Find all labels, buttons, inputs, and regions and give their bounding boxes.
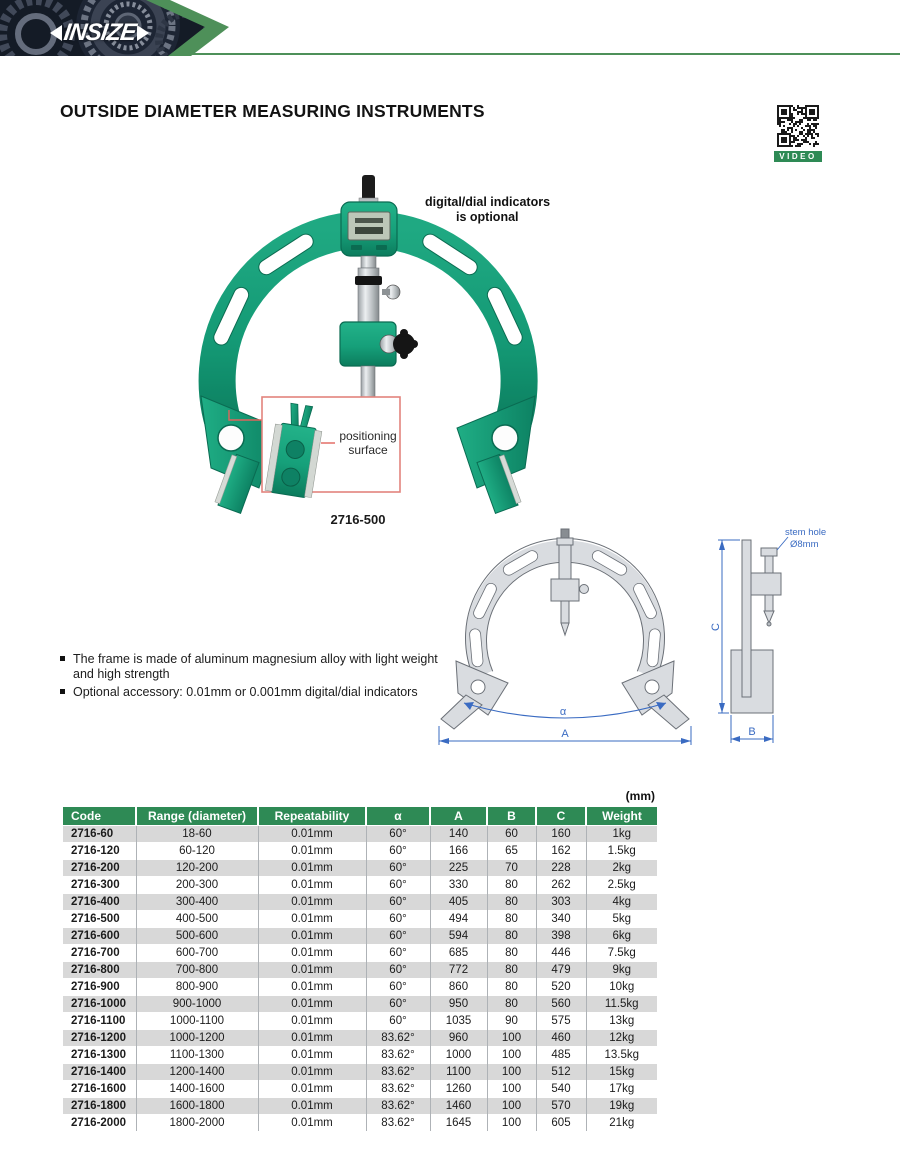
table-cell: 80 [487,893,536,910]
table-cell: 570 [536,1097,586,1114]
table-cell: 140 [430,825,487,842]
table-cell: 65 [487,842,536,859]
table-cell: 950 [430,995,487,1012]
table-row [63,1114,657,1131]
table-cell: 80 [487,910,536,927]
feature-item [60,652,460,682]
feature-item [60,685,460,700]
table-cell: 60° [366,910,430,927]
qr-code-svg [774,102,822,150]
table-cell: 83.62° [366,1046,430,1063]
table-cell: 100 [487,1114,536,1131]
table-cell: 900-1000 [136,995,258,1012]
table-cell: 60° [366,961,430,978]
table-cell: 11.5kg [586,995,657,1012]
side-view [731,540,781,713]
table-cell: 120-200 [136,859,258,876]
logo-left-arrow-icon [50,25,62,41]
table-cell: 200-300 [136,876,258,893]
table-row [63,1046,657,1063]
table-cell: 0.01mm [258,1097,366,1114]
header-rule [192,53,900,55]
table-cell: 60° [366,944,430,961]
table-cell: 21kg [586,1114,657,1131]
table-cell: 400-500 [136,910,258,927]
column-header: Range (diameter) [136,807,258,825]
surface-note-line1: positioning [339,429,397,443]
table-cell: 398 [536,927,586,944]
table-cell: 2716-1200 [63,1029,136,1046]
column-header: Weight [586,807,657,825]
table-cell: 1000 [430,1046,487,1063]
column-header: α [366,807,430,825]
table-cell: 0.01mm [258,1063,366,1080]
table-cell: 494 [430,910,487,927]
table-cell: 1000-1100 [136,1012,258,1029]
table-cell: 19kg [586,1097,657,1114]
table-cell: 0.01mm [258,961,366,978]
table-row [63,995,657,1012]
table-cell: 2.5kg [586,876,657,893]
table-cell: 2716-200 [63,859,136,876]
table-cell: 2716-1000 [63,995,136,1012]
product-photo [183,170,567,520]
bullet-square-icon [60,689,65,694]
table-cell: 83.62° [366,1114,430,1131]
table-cell: 0.01mm [258,1080,366,1097]
table-cell: 300-400 [136,893,258,910]
table-cell: 1035 [430,1012,487,1029]
table-cell: 2716-1300 [63,1046,136,1063]
stem-hole-label-line1: stem hole [785,527,827,538]
table-cell: 2716-300 [63,876,136,893]
table-cell: 0.01mm [258,1046,366,1063]
table-cell: 83.62° [366,1080,430,1097]
table-cell: 0.01mm [258,944,366,961]
table-cell: 0.01mm [258,1114,366,1131]
table-cell: 1400-1600 [136,1080,258,1097]
table-cell: 2716-800 [63,961,136,978]
table-row [63,1080,657,1097]
table-row [63,876,657,893]
dim-c-label: C [710,623,722,631]
table-cell: 2716-700 [63,944,136,961]
table-cell: 70 [487,859,536,876]
table-cell: 60° [366,842,430,859]
table-cell: 330 [430,876,487,893]
table-cell: 1200-1400 [136,1063,258,1080]
table-cell: 100 [487,1029,536,1046]
indicator-note-line2: is optional [456,210,519,224]
table-cell: 100 [487,1046,536,1063]
table-row [63,1097,657,1114]
table-row [63,1063,657,1080]
table-cell: 0.01mm [258,927,366,944]
table-row [63,910,657,927]
table-cell: 225 [430,859,487,876]
table-cell: 2kg [586,859,657,876]
table-cell: 2716-600 [63,927,136,944]
table-cell: 80 [487,944,536,961]
table-row [63,1012,657,1029]
table-cell: 13.5kg [586,1046,657,1063]
table-cell: 160 [536,825,586,842]
dim-a-label: A [561,728,569,740]
table-cell: 80 [487,961,536,978]
table-cell: 685 [430,944,487,961]
column-header: A [430,807,487,825]
table-cell: 60 [487,825,536,842]
stem-hole-leader [777,537,788,550]
table-cell: 100 [487,1063,536,1080]
table-cell: 2716-120 [63,842,136,859]
dim-alpha-label: α [559,706,567,718]
table-cell: 0.01mm [258,876,366,893]
table-cell: 80 [487,876,536,893]
table-cell: 772 [430,961,487,978]
video-badge: VIDEO [774,151,822,162]
table-cell: 460 [536,1029,586,1046]
table-cell: 83.62° [366,1029,430,1046]
table-cell: 512 [536,1063,586,1080]
table-cell: 83.62° [366,1097,430,1114]
table-cell: 800-900 [136,978,258,995]
logo-right-arrow-icon [137,25,149,41]
table-row [63,944,657,961]
page-title: OUTSIDE DIAMETER MEASURING INSTRUMENTS [60,101,485,121]
table-cell: 960 [430,1029,487,1046]
model-number: 2716-500 [330,512,386,527]
column-header: C [536,807,586,825]
table-cell: 1260 [430,1080,487,1097]
table-cell: 1kg [586,825,657,842]
qr-code [774,102,822,150]
table-cell: 60° [366,1012,430,1029]
table-cell: 2716-1400 [63,1063,136,1080]
table-cell: 1600-1800 [136,1097,258,1114]
table-row [63,1029,657,1046]
table-cell: 83.62° [366,1063,430,1080]
table-cell: 9kg [586,961,657,978]
table-cell: 1000-1200 [136,1029,258,1046]
qr-block [774,102,822,162]
table-cell: 60° [366,927,430,944]
table-cell: 1800-2000 [136,1114,258,1131]
table-cell: 2716-1800 [63,1097,136,1114]
table-cell: 166 [430,842,487,859]
page-header [0,0,900,58]
chevron-shape [146,0,229,56]
table-cell: 446 [536,944,586,961]
table-cell: 560 [536,995,586,1012]
table-cell: 228 [536,859,586,876]
table-cell: 600-700 [136,944,258,961]
table-cell: 605 [536,1114,586,1131]
table-cell: 594 [430,927,487,944]
column-header: B [487,807,536,825]
table-cell: 2716-900 [63,978,136,995]
table-row [63,859,657,876]
table-cell: 60-120 [136,842,258,859]
table-cell: 7.5kg [586,944,657,961]
table-cell: 10kg [586,978,657,995]
table-cell: 860 [430,978,487,995]
table-cell: 162 [536,842,586,859]
table-cell: 60° [366,893,430,910]
table-cell: 0.01mm [258,1029,366,1046]
table-cell: 0.01mm [258,995,366,1012]
logo-text: INSIZE [62,19,138,46]
table-cell: 479 [536,961,586,978]
table-cell: 2716-60 [63,825,136,842]
table-row [63,961,657,978]
table-cell: 0.01mm [258,825,366,842]
table-cell: 340 [536,910,586,927]
table-cell: 60° [366,825,430,842]
dim-b-label: B [748,726,756,738]
table-cell: 80 [487,927,536,944]
table-cell: 2716-400 [63,893,136,910]
table-cell: 18-60 [136,825,258,842]
table-cell: 1100 [430,1063,487,1080]
stem-hole-label-line2: Ø8mm [790,539,819,550]
table-cell: 2716-2000 [63,1114,136,1131]
table-cell: 60° [366,978,430,995]
table-cell: 500-600 [136,927,258,944]
table-cell: 540 [536,1080,586,1097]
table-row [63,893,657,910]
table-row [63,842,657,859]
table-cell: 100 [487,1097,536,1114]
table-cell: 0.01mm [258,910,366,927]
table-cell: 575 [536,1012,586,1029]
table-cell: 303 [536,893,586,910]
table-cell: 520 [536,978,586,995]
feature-text: The frame is made of aluminum magnesium alloy with light weight and high strength [73,652,438,681]
table-cell: 15kg [586,1063,657,1080]
table-cell: 17kg [586,1080,657,1097]
column-header: Repeatability [258,807,366,825]
table-row [63,825,657,842]
spec-table-body [63,825,657,1131]
bullet-square-icon [60,656,65,661]
table-cell: 1460 [430,1097,487,1114]
table-cell: 405 [430,893,487,910]
positioning-surface-inset [262,397,400,499]
table-cell: 1645 [430,1114,487,1131]
spec-table [63,807,657,1131]
indicator-note-line1: digital/dial indicators [425,195,551,209]
table-cell: 6kg [586,927,657,944]
table-cell: 1.5kg [586,842,657,859]
feature-text: Optional accessory: 0.01mm or 0.001mm digital/dial indicators [73,684,418,699]
table-cell: 5kg [586,910,657,927]
table-cell: 2716-500 [63,910,136,927]
table-cell: 4kg [586,893,657,910]
table-cell: 60° [366,876,430,893]
table-cell: 2716-1100 [63,1012,136,1029]
table-cell: 0.01mm [258,893,366,910]
table-cell: 0.01mm [258,859,366,876]
spec-table-header-row [63,807,657,825]
table-cell: 90 [487,1012,536,1029]
table-cell: 0.01mm [258,842,366,859]
table-cell: 700-800 [136,961,258,978]
table-cell: 80 [487,978,536,995]
table-cell: 262 [536,876,586,893]
column-header: Code [63,807,136,825]
right-foot [457,396,535,513]
brand-logo [50,19,149,47]
table-cell: 2716-1600 [63,1080,136,1097]
table-cell: 1100-1300 [136,1046,258,1063]
table-row [63,927,657,944]
table-cell: 12kg [586,1029,657,1046]
technical-drawing [428,523,852,761]
table-cell: 0.01mm [258,1012,366,1029]
feature-list [60,652,460,702]
table-cell: 100 [487,1080,536,1097]
table-cell: 80 [487,995,536,1012]
table-cell: 13kg [586,1012,657,1029]
table-row [63,978,657,995]
table-cell: 60° [366,995,430,1012]
table-cell: 485 [536,1046,586,1063]
unit-label: (mm) [625,789,655,803]
table-cell: 60° [366,859,430,876]
surface-note-line2: surface [348,443,388,457]
table-cell: 0.01mm [258,978,366,995]
